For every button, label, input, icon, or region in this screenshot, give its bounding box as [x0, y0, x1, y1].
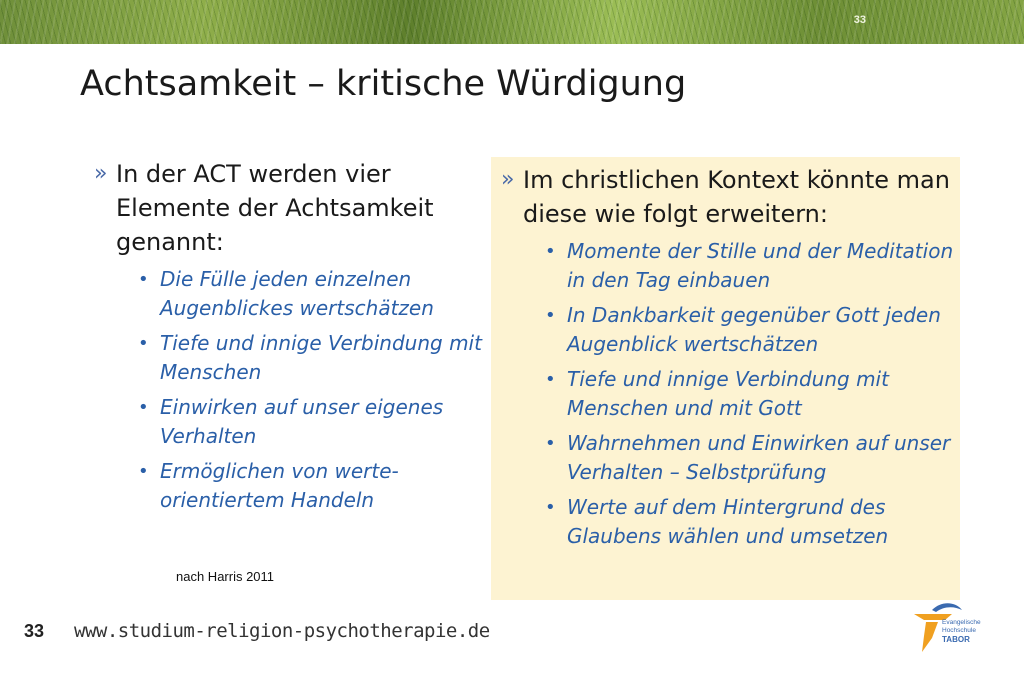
right-item-text: Momente der Stille und der Meditation in den Tag einbauen: [567, 239, 954, 292]
bullet-icon: •: [138, 461, 149, 482]
bullet-icon: •: [545, 369, 556, 390]
right-item-text: Werte auf dem Hintergrund des Glaubens wählen und umsetzen: [567, 495, 889, 548]
bullet-icon: •: [545, 305, 556, 326]
chevron-icon: »: [94, 161, 108, 186]
grass-banner: [0, 0, 1024, 44]
footer-url: www.studium-religion-psychotherapie.de: [74, 620, 490, 642]
bullet-icon: •: [545, 241, 556, 262]
right-highlight-box: [491, 157, 960, 600]
right-intro-text: Im christlichen Kontext könnte man diese wie folgt erweitern:: [523, 166, 950, 228]
bullet-icon: •: [138, 269, 149, 290]
bullet-icon: •: [138, 333, 149, 354]
logo-text-line2: Hochschule: [942, 627, 976, 634]
right-intro: [501, 163, 960, 231]
left-item-text: Ermöglichen von werte-orientiertem Handeln: [160, 459, 399, 512]
left-intro: [94, 157, 489, 259]
left-list-item: [138, 393, 489, 451]
source-note: nach Harris 2011: [176, 569, 275, 584]
bullet-icon: •: [545, 433, 556, 454]
left-list-item: [138, 265, 489, 323]
banner-slide-number: 33: [853, 14, 866, 26]
chevron-icon: »: [501, 167, 515, 192]
left-list-item: [138, 457, 489, 515]
slide-title: Achtsamkeit – kritische Würdigung: [80, 64, 687, 104]
left-item-text: Die Fülle jeden einzelnen Augenblickes wertschätzen: [160, 267, 434, 320]
logo-orange-stem: [922, 622, 938, 652]
logo-text-line3: TABOR: [942, 635, 970, 644]
left-intro-text: In der ACT werden vier Elemente der Achtsamkeit genannt:: [116, 160, 434, 256]
logo-text-line1: Evangelische: [942, 619, 981, 626]
right-item-text: Wahrnehmen und Einwirken auf unser Verhalten – Selbstprüfung: [567, 431, 951, 484]
logo-blue-arc: [932, 603, 962, 612]
right-list-item: [545, 429, 960, 487]
right-list-item: [545, 365, 960, 423]
right-item-text: Tiefe und innige Verbindung mit Menschen und mit Gott: [567, 367, 889, 420]
right-item-text: In Dankbarkeit gegenüber Gott jeden Augenblick wertschätzen: [567, 303, 941, 356]
left-item-text: Tiefe und innige Verbindung mit Menschen: [160, 331, 482, 384]
bullet-icon: •: [545, 497, 556, 518]
left-column: [94, 157, 489, 515]
left-list-item: [138, 329, 489, 387]
left-item-text: Einwirken auf unser eigenes Verhalten: [160, 395, 444, 448]
page-number: 33: [24, 621, 45, 641]
bullet-icon: •: [138, 397, 149, 418]
right-list-item: [545, 301, 960, 359]
right-list-item: [545, 237, 960, 295]
right-list-item: [545, 493, 960, 551]
tabor-logo: [912, 600, 1002, 660]
